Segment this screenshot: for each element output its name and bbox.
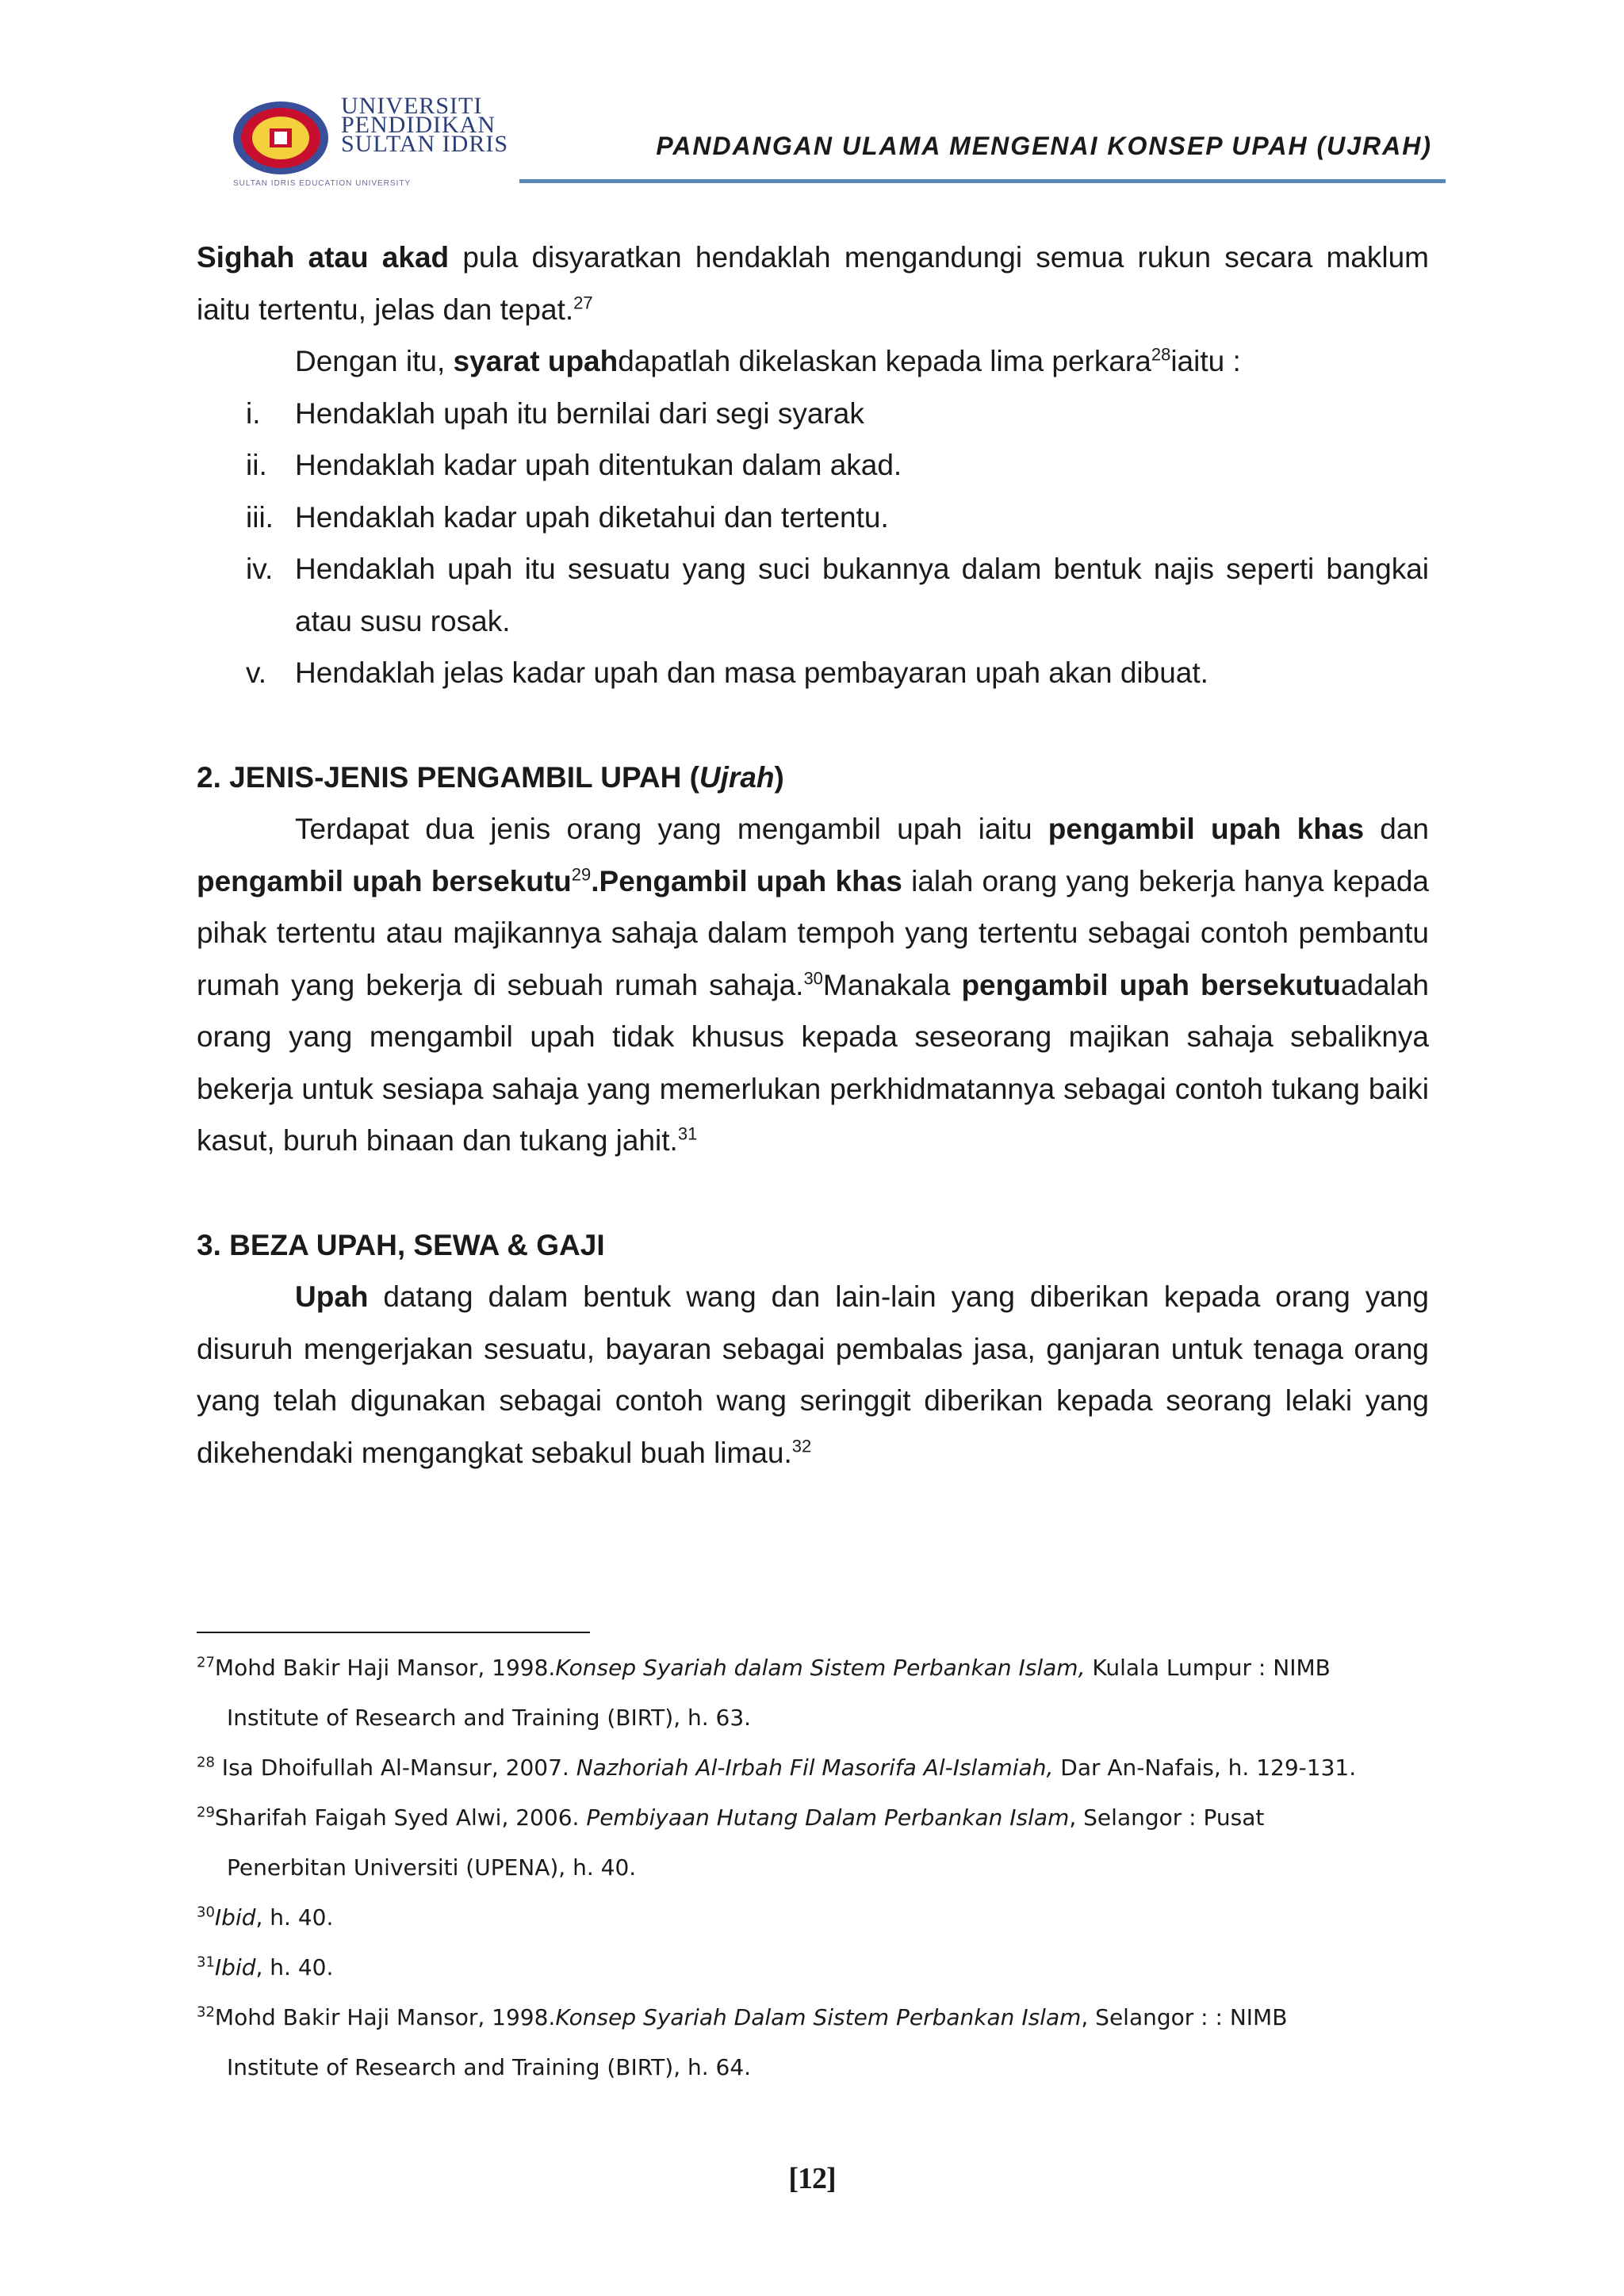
paragraph-text: adalah orang yang mengambil upah tidak khusus kepada seseorang majikan sahaja sebaliknya bekerja untuk sesiapa sahaja yang memerlukan perkhidmatannya sebagai contoh tukang baiki kasut, buruh binaan dan tukang jahit. — [197, 968, 1429, 1157]
footnote-text: Dar An-Nafais, h. 129-131. — [1053, 1755, 1357, 1781]
paragraph-text: Dengan itu, — [295, 345, 454, 377]
spacer — [197, 699, 1429, 752]
footnote-continuation: Institute of Research and Training (BIRT), h. 64. — [227, 2054, 752, 2080]
heading-text: ) — [774, 760, 784, 794]
paragraph-upah — [197, 1271, 1429, 1479]
paragraph-text: ialah orang yang bekerja hanya kepada pihak tertentu atau majikannya sahaja dalam tempoh yang tertentu sebagai contoh pembantu rumah yang bekerja di sebuah rumah sahaja. — [197, 864, 1429, 1001]
list-item — [197, 647, 1429, 699]
list-number: ii. — [246, 449, 267, 481]
conditions-list — [197, 388, 1429, 699]
paragraph-text: pula disyaratkan hendaklah mengandungi semua rukun secara maklum iaitu tertentu, jelas dan tepat. — [197, 241, 1430, 326]
footnote-ref[interactable]: 29 — [571, 864, 592, 885]
footnote-separator — [197, 1632, 590, 1633]
university-seal-icon — [230, 98, 331, 178]
footnotes — [197, 1643, 1434, 2092]
spacer — [197, 1167, 1429, 1219]
paragraph-syarat — [197, 335, 1429, 388]
paragraph-pengambil-upah — [197, 803, 1429, 1167]
term-upah-bersekutu: pengambil upah bersekutu — [961, 968, 1341, 1001]
list-number: iii. — [246, 500, 274, 534]
paragraph-text: dan — [1364, 813, 1430, 845]
footnote-28 — [197, 1743, 1434, 1793]
footnote-continuation: Institute of Research and Training (BIRT), h. 63. — [227, 1705, 752, 1731]
footnote-ref[interactable]: 32 — [791, 1436, 812, 1456]
term-syarat-upah: syarat upah — [453, 345, 619, 377]
footnote-29 — [197, 1793, 1434, 1892]
paragraph-text: datang dalam bentuk wang dan lain-lain yang diberikan kepada orang yang disuruh mengerjakan sesuatu, bayaran sebagai pembalas jasa, ganjaran untuk tenaga orang yang telah digunakan sebagai contoh wang seringgit diberikan kepada seorang lelaki yang dikehendaki mengangkat sebakul buah limau. — [197, 1280, 1429, 1469]
list-item — [197, 543, 1429, 647]
footnote-ref[interactable]: 30 — [803, 968, 823, 989]
header-rule — [519, 179, 1446, 183]
footnote-number: 28 — [197, 1754, 215, 1771]
footnote-ref[interactable]: 27 — [573, 293, 593, 313]
running-header-title: PANDANGAN ULAMA MENGENAI KONSEP UPAH (UJRAH) — [656, 132, 1432, 160]
footnote-title: Konsep Syariah dalam Sistem Perbankan Islam, — [555, 1655, 1086, 1681]
page-number: [12] — [788, 2162, 836, 2195]
footnote-title: Pembiyaan Hutang Dalam Perbankan Islam — [586, 1804, 1070, 1831]
list-text: Hendaklah upah itu sesuatu yang suci bukannya dalam bentuk najis seperti bangkai atau susu rosak. — [295, 553, 1429, 637]
logo-wordmark — [341, 93, 509, 157]
list-item — [197, 492, 1429, 544]
list-number: i. — [246, 396, 261, 430]
body-text — [197, 232, 1429, 1479]
term-upah-bersekutu: pengambil upah bersekutu — [197, 864, 572, 897]
list-item — [197, 388, 1429, 440]
list-text: Hendaklah jelas kadar upah dan masa pembayaran upah akan dibuat. — [295, 656, 1208, 689]
footnote-number: 27 — [197, 1654, 215, 1671]
paragraph-text: dapatlah dikelaskan kepada lima perkara — [618, 345, 1151, 377]
paragraph-text: Terdapat dua jenis orang yang mengambil upah iaitu — [295, 813, 1048, 845]
footnote-31 — [197, 1942, 1434, 1992]
list-text: Hendaklah kadar upah ditentukan dalam akad. — [295, 449, 902, 481]
logo-tagline: SULTAN IDRIS EDUCATION UNIVERSITY — [233, 179, 412, 188]
footnote-title: Ibid — [214, 1904, 256, 1931]
footnote-text: , h. 40. — [255, 1954, 334, 1980]
list-number: iv. — [246, 553, 274, 585]
footnote-number: 31 — [197, 1954, 215, 1971]
term-sighah: Sighah atau akad — [197, 241, 450, 274]
footnote-ref[interactable]: 31 — [677, 1123, 698, 1144]
term-upah-khas: pengambil upah khas — [1048, 813, 1365, 845]
logo-line-3: SULTAN IDRIS — [341, 131, 509, 157]
footnote-text: Sharifah Faigah Syed Alwi, 2006. — [214, 1804, 587, 1831]
footnote-text: , Selangor : Pusat — [1069, 1804, 1265, 1831]
list-text: Hendaklah upah itu bernilai dari segi syarak — [295, 396, 864, 430]
section-2-heading — [197, 752, 1429, 804]
footnote-title: Ibid — [214, 1954, 256, 1980]
term-upah-khas: .Pengambil upah khas — [591, 864, 902, 897]
footnote-32 — [197, 1992, 1434, 2092]
footnote-number: 29 — [197, 1804, 215, 1821]
footnote-text: Mohd Bakir Haji Mansor, 1998. — [214, 1655, 556, 1681]
logo-line-2: PENDIDIKAN — [341, 112, 496, 138]
heading-italic: Ujrah — [699, 760, 775, 794]
list-number: v. — [246, 656, 267, 689]
list-item — [197, 439, 1429, 492]
footnote-27 — [197, 1643, 1434, 1743]
section-3-heading: 3. BEZA UPAH, SEWA & GAJI — [197, 1228, 605, 1261]
footnote-continuation: Penerbitan Universiti (UPENA), h. 40. — [227, 1854, 637, 1881]
footnote-text: , h. 40. — [255, 1904, 334, 1931]
footnote-ref[interactable]: 28 — [1151, 344, 1171, 365]
footnote-text: Isa Dhoifullah Al-Mansur, 2007. — [214, 1755, 576, 1781]
footnote-title: Konsep Syariah Dalam Sistem Perbankan Islam — [555, 2004, 1082, 2030]
paragraph-text: Manakala — [822, 968, 962, 1001]
footnote-number: 32 — [197, 2003, 215, 2021]
logo-line-1: UNIVERSITI — [341, 93, 483, 119]
heading-text: 2. JENIS-JENIS PENGAMBIL UPAH ( — [197, 760, 699, 794]
footnote-text: Kulala Lumpur : NIMB — [1085, 1655, 1331, 1681]
footnote-30 — [197, 1892, 1434, 1942]
footnote-text: , Selangor : : NIMB — [1081, 2004, 1288, 2030]
paragraph-text: iaitu : — [1170, 345, 1241, 377]
paragraph-sighah — [197, 232, 1429, 335]
footnote-text: Mohd Bakir Haji Mansor, 1998. — [214, 2004, 556, 2030]
term-upah: Upah — [295, 1280, 369, 1313]
footnote-number: 30 — [197, 1904, 215, 1921]
list-text: Hendaklah kadar upah diketahui dan tertentu. — [295, 500, 889, 534]
university-logo — [230, 93, 509, 190]
footnote-title: Nazhoriah Al-Irbah Fil Masorifa Al-Islamiah, — [576, 1755, 1054, 1781]
